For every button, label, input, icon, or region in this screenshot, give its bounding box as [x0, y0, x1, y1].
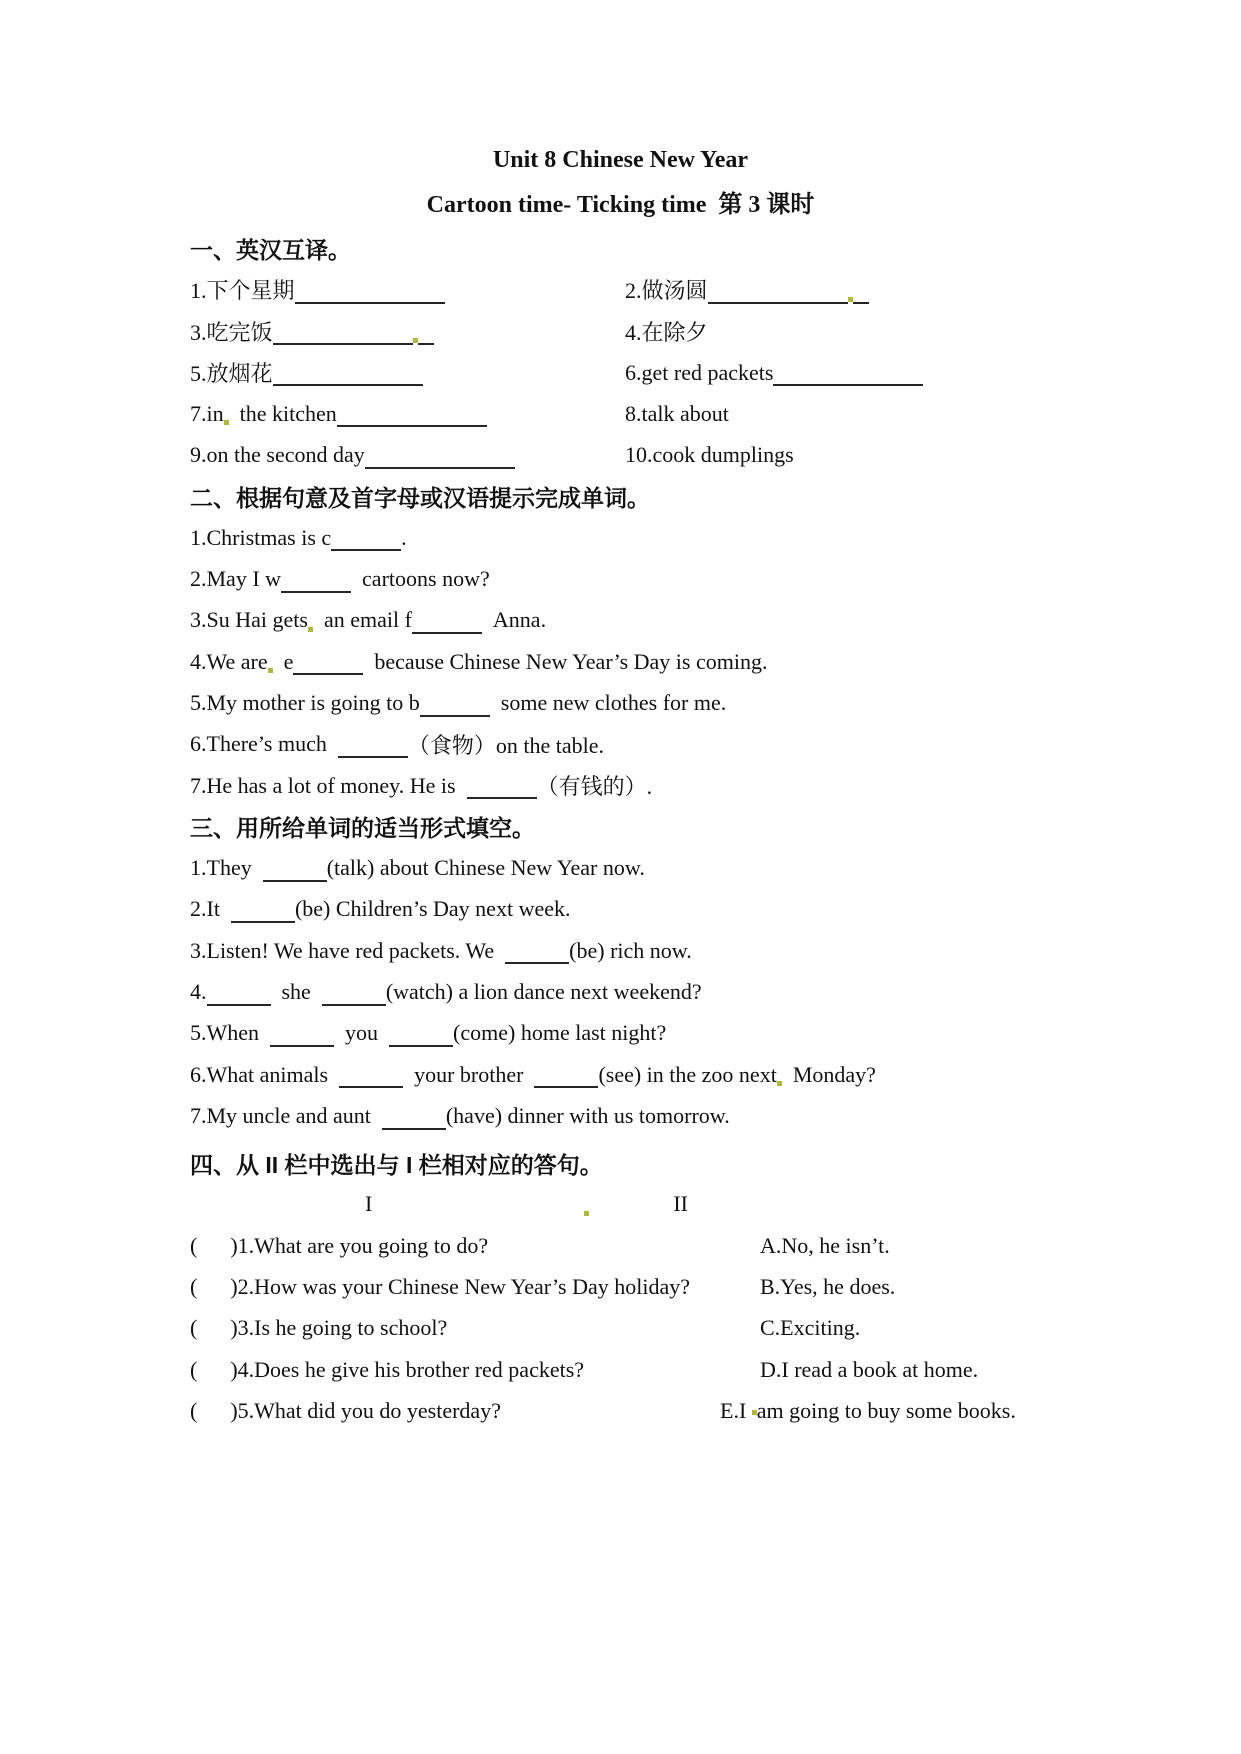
section-2-heading: 二、根据句意及首字母或汉语提示完成单词。 — [190, 484, 650, 511]
exercise-item — [190, 847, 1181, 888]
match-question: ( )3.Is he going to school? — [190, 1315, 448, 1341]
exercise-item — [190, 434, 625, 475]
match-answer — [720, 1398, 1016, 1424]
item-text: (have) dinner with us tomorrow. — [445, 1102, 730, 1128]
item-text: you — [334, 1020, 390, 1046]
table-row — [190, 393, 1181, 434]
item-text: 7.in — [190, 400, 224, 426]
table-row — [190, 269, 1181, 310]
exercise-item — [190, 393, 625, 434]
exercise-item — [190, 971, 1181, 1012]
page-title: Unit 8 Chinese New Year — [492, 147, 749, 173]
item-text: 7.My uncle and aunt — [190, 1102, 382, 1128]
item-text: 4.We are — [190, 648, 268, 674]
match-answer: D.I read a book at home. — [760, 1356, 979, 1382]
fill-blank — [534, 1083, 598, 1088]
fill-blank — [389, 1042, 453, 1047]
fill-blank — [295, 299, 445, 304]
match-question: ( )5.What did you do yesterday? — [190, 1397, 501, 1423]
fill-blank — [231, 918, 295, 923]
item-text: 6.What animals — [190, 1061, 340, 1087]
item-text: e — [272, 648, 294, 674]
item-text: (talk) about Chinese New Year now. — [326, 855, 645, 881]
exercise-item — [190, 889, 1181, 930]
fill-blank — [365, 464, 515, 469]
fill-blank — [337, 422, 487, 427]
table-row — [190, 1308, 1181, 1349]
section-4 — [190, 1143, 1181, 1432]
exercise-item — [190, 558, 1181, 599]
section-4-heading: 四、从 II 栏中选出与 I 栏相对应的答句。 — [190, 1151, 603, 1178]
exercise-item — [190, 352, 625, 393]
exercise-item — [190, 311, 625, 352]
match-answer: C.Exciting. — [760, 1315, 861, 1341]
fill-blank — [467, 794, 537, 799]
column-header-row — [190, 1184, 1181, 1225]
item-text: your brother — [403, 1061, 535, 1087]
item-text: 1.下个星期 — [190, 278, 295, 304]
answer-text: am going to buy some books. — [756, 1397, 1016, 1423]
fill-blank — [322, 1001, 386, 1006]
exercise-item — [625, 352, 1181, 393]
section-1-heading: 一、英汉互译。 — [190, 237, 351, 264]
item-text: an email f — [312, 607, 412, 633]
exercise-item — [190, 641, 1181, 682]
item-text: 9.on the second day — [190, 442, 365, 468]
item-text: (be) Children’s Day next week. — [294, 896, 571, 922]
match-question: ( )2.How was your Chinese New Year’s Day holiday? — [190, 1274, 691, 1300]
item-text: . — [401, 524, 407, 550]
item-text: 6.get red packets — [625, 359, 774, 385]
item-text: 2.It — [190, 896, 231, 922]
item-text: 10.cook dumplings — [625, 442, 794, 468]
fill-blank — [412, 629, 482, 634]
item-text: 2.做汤圆 — [625, 278, 708, 304]
fill-blank — [773, 381, 923, 386]
item-text: 4.在除夕 — [625, 319, 708, 345]
fill-blank — [708, 299, 848, 304]
exercise-item — [190, 765, 1181, 806]
item-text: 1.Christmas is c — [190, 524, 332, 550]
exercise-item — [625, 311, 1181, 352]
item-text: cartoons now? — [351, 566, 490, 592]
item-text: 3.Su Hai gets — [190, 607, 308, 633]
fill-blank — [339, 1083, 403, 1088]
fill-blank — [293, 670, 363, 675]
fill-blank — [263, 877, 327, 882]
item-text: 5.放烟花 — [190, 361, 273, 387]
fill-blank — [418, 340, 434, 345]
item-text: 4. — [190, 978, 207, 1004]
column-label-II: II — [673, 1191, 688, 1217]
exercise-item — [190, 724, 1181, 765]
item-text: 6.There’s much — [190, 731, 338, 757]
item-text: (see) in the zoo next — [598, 1061, 777, 1087]
item-text: 8.talk about — [625, 400, 729, 426]
item-text: 2.May I w — [190, 566, 282, 592]
exercise-item — [190, 1013, 1181, 1054]
fill-blank — [207, 1001, 271, 1006]
item-text: (be) rich now. — [569, 937, 692, 963]
item-text: she — [270, 978, 322, 1004]
item-text: Monday? — [781, 1061, 876, 1087]
fill-blank — [338, 753, 408, 758]
section-3 — [190, 806, 1181, 1136]
item-text: 1.They — [190, 855, 263, 881]
exercise-item — [190, 269, 625, 310]
exercise-item — [625, 269, 1181, 310]
item-text: because Chinese New Year’s Day is coming. — [363, 648, 768, 674]
fill-blank — [270, 1042, 334, 1047]
exercise-item — [190, 1095, 1181, 1136]
fill-blank — [273, 381, 423, 386]
item-text: （有钱的）. — [536, 774, 653, 799]
section-3-heading: 三、用所给单词的适当形式填空。 — [190, 815, 535, 842]
exercise-item — [625, 434, 1181, 475]
item-text: 5.When — [190, 1020, 271, 1046]
item-text: the kitchen — [228, 400, 337, 426]
answer-text: E.I — [720, 1397, 752, 1423]
item-text: 3.Listen! We have red packets. We — [190, 937, 506, 963]
item-text: 5.My mother is going to b — [190, 689, 420, 715]
item-text: 3.吃完饭 — [190, 319, 273, 345]
item-text: Anna. — [481, 607, 547, 633]
fill-blank — [382, 1125, 446, 1130]
fill-blank — [331, 546, 401, 551]
table-row — [190, 311, 1181, 352]
table-row — [190, 1349, 1181, 1390]
exercise-item — [190, 930, 1181, 971]
item-text: (come) home last night? — [453, 1020, 667, 1046]
match-question: ( )4.Does he give his brother red packets? — [190, 1356, 585, 1382]
match-answer: B.Yes, he does. — [760, 1274, 896, 1300]
fill-blank — [281, 588, 351, 593]
exercise-item — [190, 600, 1181, 641]
item-text: some new clothes for me. — [489, 689, 727, 715]
table-row — [190, 1225, 1181, 1266]
column-label-I: I — [365, 1191, 373, 1217]
match-answer: A.No, he isn’t. — [760, 1232, 890, 1258]
table-row — [190, 434, 1181, 475]
item-text: （食物）on the table. — [407, 732, 604, 758]
fill-blank — [273, 340, 413, 345]
section-1 — [190, 228, 1181, 476]
stray-mark-dot — [584, 1211, 589, 1216]
table-row — [190, 1390, 1181, 1431]
fill-blank — [853, 299, 869, 304]
match-question: ( )1.What are you going to do? — [190, 1232, 489, 1258]
fill-blank — [420, 712, 490, 717]
table-row — [190, 352, 1181, 393]
page-subtitle: Cartoon time- Ticking time 第 3 课时 — [426, 192, 815, 218]
item-text: (watch) a lion dance next weekend? — [385, 978, 702, 1004]
exercise-item — [190, 682, 1181, 723]
fill-blank — [505, 959, 569, 964]
table-row — [190, 1266, 1181, 1307]
exercise-item — [190, 517, 1181, 558]
exercise-item — [190, 1054, 1181, 1095]
exercise-item — [625, 393, 1181, 434]
section-2 — [190, 476, 1181, 806]
item-text: 7.He has a lot of money. He is — [190, 772, 467, 798]
